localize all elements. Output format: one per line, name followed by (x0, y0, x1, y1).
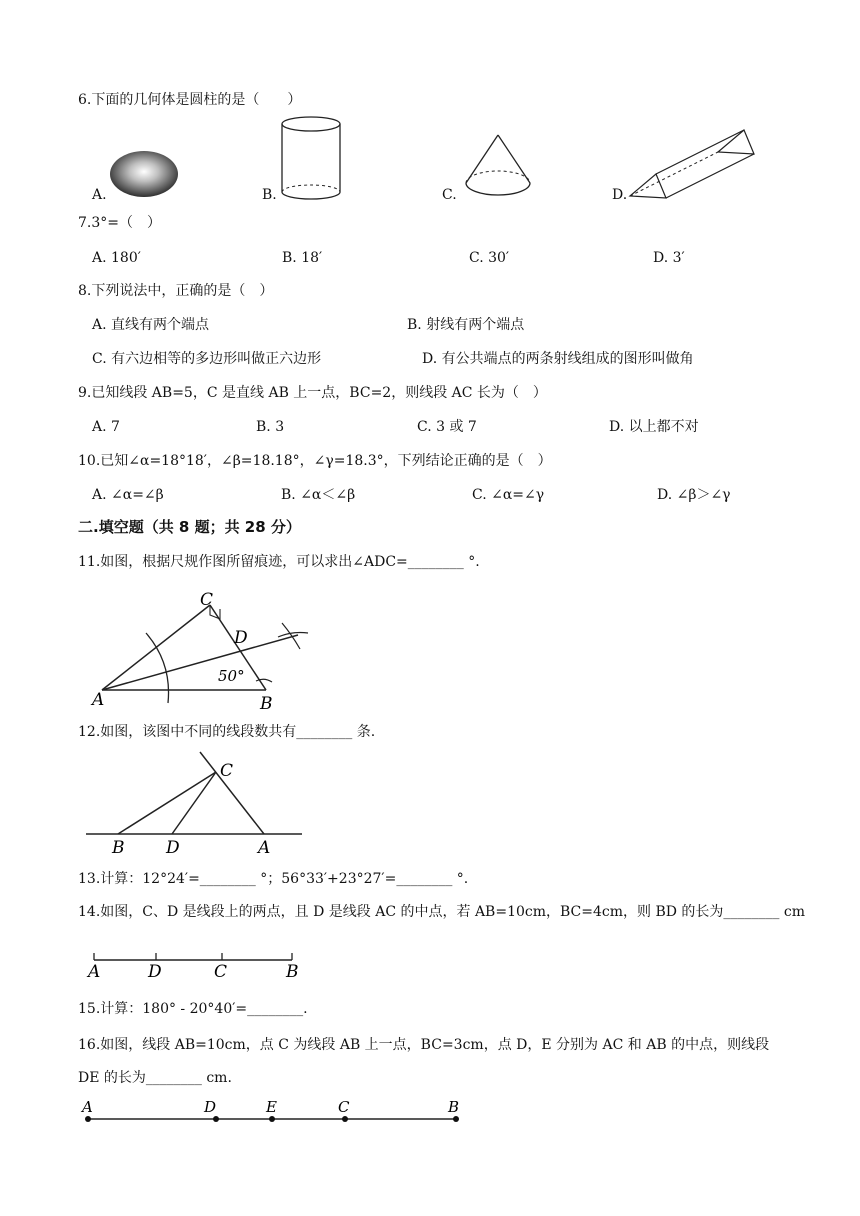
q15-stem: 15.计算：180° - 20°40′=________. (78, 1001, 308, 1017)
q9-option-a[interactable]: A. 7 (92, 419, 120, 435)
q11-label-c: C (200, 590, 214, 610)
q12-segment-figure (84, 748, 309, 856)
sphere-figure (108, 149, 180, 199)
q6-option-a[interactable]: A. (92, 187, 107, 203)
q10-option-c[interactable]: C. ∠α=∠γ (472, 487, 545, 503)
q14-line-figure (84, 942, 309, 982)
q8-option-b[interactable]: B. 射线有两个端点 (407, 317, 525, 333)
q12-label-a: A (258, 838, 271, 858)
triangular-prism-figure (626, 124, 756, 204)
q9-option-d[interactable]: D. 以上都不对 (609, 419, 699, 435)
q7-option-a[interactable]: A. 180′ (92, 250, 141, 266)
q8-option-c[interactable]: C. 有六边相等的多边形叫做正六边形 (92, 351, 322, 367)
q16-label-d: D (204, 1098, 217, 1116)
q16-stem-line2: DE 的长为________ cm. (78, 1070, 232, 1086)
q8-stem: 8.下列说法中，正确的是（ ） (78, 283, 274, 299)
q8-option-d[interactable]: D. 有公共端点的两条射线组成的图形叫做角 (422, 351, 694, 367)
q7-stem: 7.3°=（ ） (78, 215, 161, 231)
q7-option-b[interactable]: B. 18′ (282, 250, 323, 266)
q16-stem-line1: 16.如图，线段 AB=10cm，点 C 为线段 AB 上一点，BC=3cm，点 D，E 分别为 AC 和 AB 的中点，则线段 (78, 1037, 770, 1053)
q6-option-b[interactable]: B. (262, 187, 277, 203)
q13-stem: 13.计算：12°24′=________ °；56°33′+23°27′=________ °. (78, 871, 469, 887)
q7-option-d[interactable]: D. 3′ (653, 250, 685, 266)
q10-option-b[interactable]: B. ∠α＜∠β (281, 487, 356, 503)
q6-option-c[interactable]: C. (442, 187, 457, 203)
q11-label-d: D (234, 628, 248, 648)
q12-label-b: B (112, 838, 125, 858)
q6-option-d[interactable]: D. (612, 187, 628, 203)
q11-label-b: B (260, 694, 273, 714)
q14-stem: 14.如图，C、D 是线段上的两点，且 D 是线段 AC 的中点，若 AB=10cm，BC=4cm，则 BD 的长为________ cm (78, 904, 806, 920)
q9-stem: 9.已知线段 AB=5，C 是直线 AB 上一点，BC=2，则线段 AC 长为（ ） (78, 385, 547, 401)
q11-stem: 11.如图，根据尺规作图所留痕迹，可以求出∠ADC=________ °. (78, 554, 480, 570)
q11-triangle-figure (86, 585, 326, 714)
q6-stem: 6.下面的几何体是圆柱的是（ ） (78, 92, 302, 108)
q9-option-c[interactable]: C. 3 或 7 (417, 419, 477, 435)
q14-label-d: D (148, 962, 162, 982)
q11-label-a: A (92, 690, 105, 710)
q16-line-figure (80, 1097, 470, 1127)
q10-option-d[interactable]: D. ∠β＞∠γ (657, 487, 731, 503)
q12-label-d: D (166, 838, 180, 858)
q10-stem: 10.已知∠α=18°18′，∠β=18.18°，∠γ=18.3°，下列结论正确的是（ ） (78, 453, 552, 469)
q16-label-a: A (82, 1098, 93, 1116)
q10-option-a[interactable]: A. ∠α=∠β (92, 487, 164, 503)
q14-label-a: A (88, 962, 101, 982)
q14-label-b: B (286, 962, 299, 982)
q12-stem: 12.如图，该图中不同的线段数共有________ 条. (78, 724, 376, 740)
q12-label-c: C (220, 761, 234, 781)
q16-label-e: E (266, 1098, 277, 1116)
q16-label-b: B (448, 1098, 460, 1116)
q8-option-a[interactable]: A. 直线有两个端点 (92, 317, 210, 333)
q16-label-c: C (338, 1098, 350, 1116)
q9-option-b[interactable]: B. 3 (256, 419, 285, 435)
q11-angle-label: 50° (218, 667, 245, 685)
q14-label-c: C (214, 962, 228, 982)
cylinder-figure (278, 112, 348, 202)
cone-figure (458, 133, 538, 203)
q7-option-c[interactable]: C. 30′ (469, 250, 510, 266)
section-heading: 二.填空题（共 8 题；共 28 分） (78, 518, 301, 536)
